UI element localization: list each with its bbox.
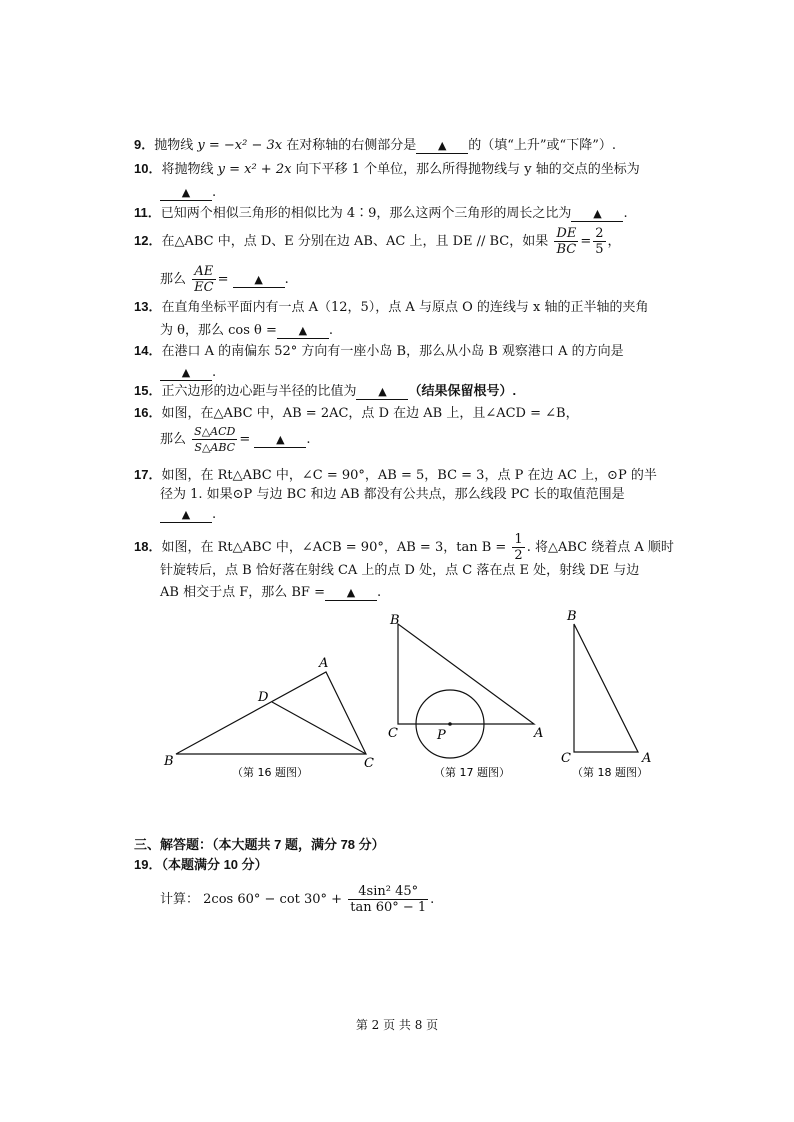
triangle-abc <box>176 672 366 754</box>
answer-blank[interactable]: ▲ <box>416 139 468 154</box>
section-3-heading: 三、解答题：（本大题共 7 题，满分 78 分） <box>134 837 385 852</box>
label-a: A <box>642 751 652 766</box>
question-18-line3: AB 相交于点 F，那么 BF = ▲ . <box>160 585 382 600</box>
question-12-line2: 那么 $\frac{AE}{EC}$ = ▲ . <box>160 264 289 295</box>
fraction-area-ratio: $\frac{\text{S△ACD}}{\text{S△ABC}}$ <box>194 425 236 454</box>
label-b: B <box>567 609 577 624</box>
figure-16 <box>176 672 366 754</box>
point-p <box>448 722 452 726</box>
page-footer: 第 2 页 共 8 页 <box>355 1018 439 1032</box>
answer-blank[interactable]: ▲ <box>160 186 212 201</box>
caption-18: （第 18 题图） <box>572 766 648 779</box>
answer-blank[interactable]: ▲ <box>325 586 377 601</box>
fraction-de-bc: $\frac{DE}{BC}$ <box>556 226 577 257</box>
question-14: 14．在港口 A 的南偏东 52° 方向有一座小岛 B，那么从小岛 B 观察港口 A 的方向是 <box>134 343 624 359</box>
question-10: 10．将抛物线 y = x² + 2x 向下平移 1 个单位，那么所得抛物线与 y 轴的交点的坐标为 <box>134 161 640 177</box>
figure-17 <box>398 624 534 758</box>
label-p: P <box>437 728 446 743</box>
question-15: 15．正六边形的边心距与半径的比值为 ▲ （结果保留根号）. <box>134 383 517 399</box>
question-16: 16．如图，在△ABC 中，AB = 2AC，点 D 在边 AB 上，且∠ACD = ∠B， <box>134 405 579 421</box>
answer-blank[interactable]: ▲ <box>233 273 285 288</box>
question-19-expression: 计算： 2cos 60° − cot 30° + $\frac{\text{4sin² 45°}}{\tan 60^\circ - 1}$ . <box>160 884 435 915</box>
question-18: 18．如图，在 Rt△ABC 中，∠ACB = 90°，AB = 3，tan B = $\frac{1}{2}$ . 将△ABC 绕着点 A 顺时 <box>134 532 674 563</box>
question-17-line3: ▲ . <box>160 506 216 524</box>
question-16-line2: 那么 $\frac{\text{S△ACD}}{\text{S△ABC}}$ = ▲ . <box>160 425 311 454</box>
label-b: B <box>164 754 174 769</box>
question-10-line2: ▲ . <box>160 184 216 202</box>
answer-blank[interactable]: ▲ <box>277 324 329 339</box>
label-c: C <box>364 756 374 771</box>
label-a: A <box>319 656 329 671</box>
figure-18 <box>574 624 638 752</box>
fraction-expression: $\frac{\text{4sin² 45°}}{\tan 60^\circ - 1}$ <box>350 884 427 915</box>
answer-blank[interactable]: ▲ <box>571 207 623 222</box>
fraction-2-5: $\frac{2}{5}$ <box>595 226 604 257</box>
question-11: 11．已知两个相似三角形的相似比为 4∶9，那么这两个三角形的周长之比为 ▲ . <box>134 205 628 221</box>
question-17: 17．如图，在 Rt△ABC 中，∠C = 90°，AB = 5，BC = 3，点 P 在边 AC 上，⊙P 的半 <box>134 467 657 483</box>
label-c: C <box>561 751 571 766</box>
label-b: B <box>390 613 400 628</box>
question-18-line2: 针旋转后，点 B 恰好落在射线 CA 上的点 D 处，点 C 落在点 E 处，射线 DE 与边 <box>160 563 640 578</box>
question-13: 13．在直角坐标平面内有一点 A（12，5），点 A 与原点 O 的连线与 x 轴的正半轴的夹角 <box>134 299 649 315</box>
question-14-line2: ▲ . <box>160 364 216 382</box>
caption-17: （第 17 题图） <box>434 766 510 779</box>
answer-blank[interactable]: ▲ <box>160 366 212 381</box>
question-17-line2: 径为 1. 如果⊙P 与边 BC 和边 AB 都没有公共点，那么线段 PC 长的取值范围是 <box>160 487 625 502</box>
question-19: 19．（本题满分 10 分） <box>134 857 268 872</box>
question-12: 12．在△ABC 中，点 D、E 分别在边 AB、AC 上，且 DE // BC，如果 $\frac{DE}{BC}$ = $\frac{2}{5}$ ， <box>134 226 621 257</box>
answer-blank[interactable]: ▲ <box>254 433 306 448</box>
question-13-line2: 为 θ，那么 cos θ = ▲ . <box>160 323 333 338</box>
caption-16: （第 16 题图） <box>232 766 308 779</box>
label-c: C <box>388 726 398 741</box>
triangle-abc <box>398 624 534 724</box>
question-9: 9．抛物线 y = −x² − 3x 在对称轴的右侧部分是 ▲ 的（填“上升”或“下降”）. <box>134 137 616 153</box>
fraction-ae-ec: $\frac{AE}{EC}$ <box>194 264 214 295</box>
triangle-abc <box>574 624 638 752</box>
fraction-1-2: $\frac{1}{2}$ <box>514 532 523 563</box>
label-d: D <box>258 690 269 705</box>
figures <box>0 604 794 804</box>
answer-blank[interactable]: ▲ <box>356 385 408 400</box>
answer-blank[interactable]: ▲ <box>160 508 212 523</box>
segment-cd <box>272 702 366 754</box>
label-a: A <box>534 726 544 741</box>
